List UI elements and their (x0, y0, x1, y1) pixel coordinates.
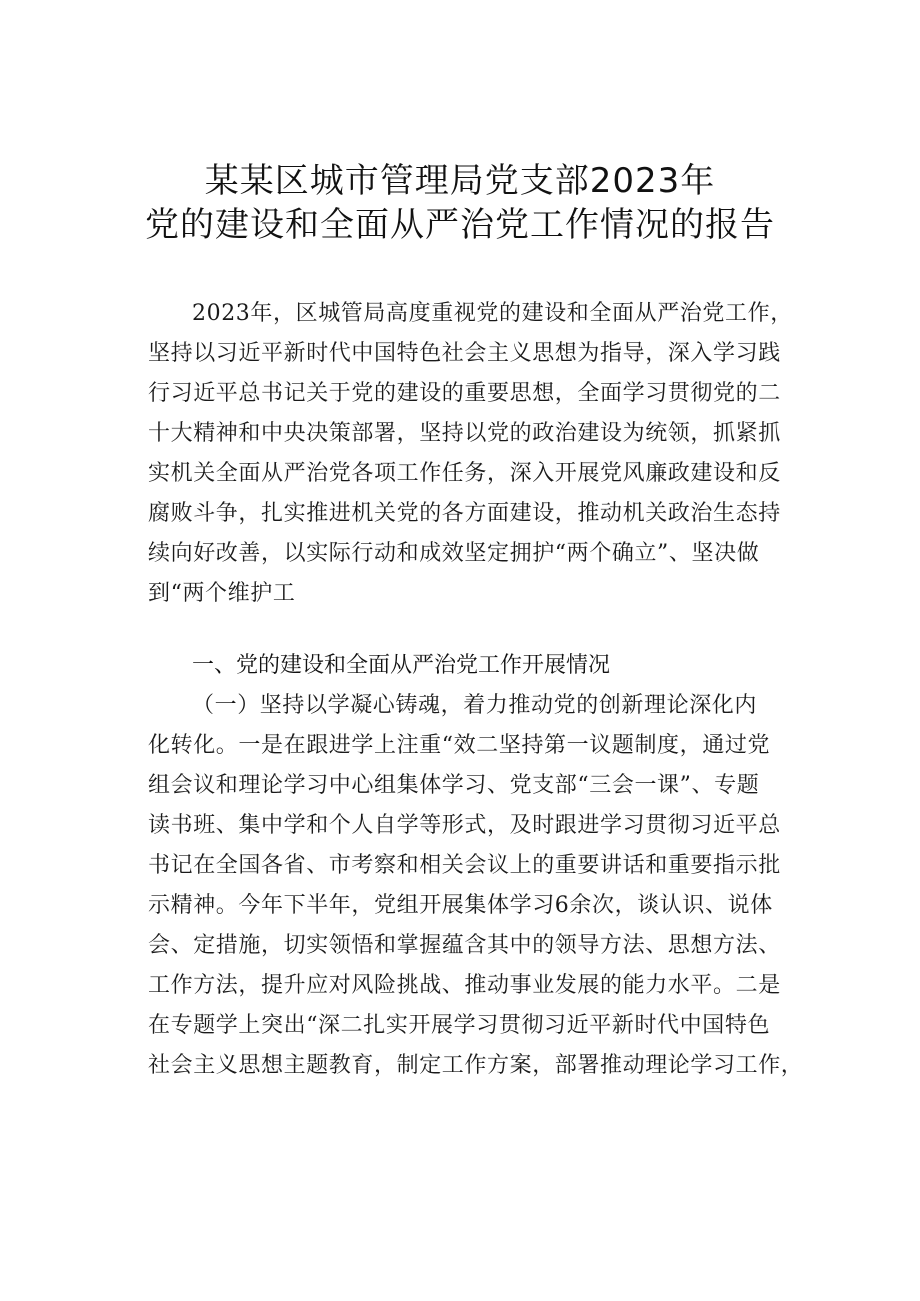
paragraph-line: 到“两个维护工 (148, 581, 296, 606)
intro-paragraph (148, 294, 803, 614)
report-title-line-1: 某某区城市管理局党支部2023年 (204, 161, 716, 201)
paragraph-line: （一）坚持以学凝心铸魂，着力推动党的创新理论深化内 (192, 693, 758, 718)
section-heading: 一、党的建设和全面从严治党工作开展情况 (192, 653, 611, 678)
paragraph-line: 组会议和理论学习中心组集体学习、党支部“三会一课”、专题 (148, 773, 760, 798)
paragraph-line: 2023年，区城管局高度重视党的建设和全面从严治党工作， (192, 301, 793, 326)
paragraph-line: 在专题学上突出“深二扎实开展学习贯彻习近平新时代中国特色 (148, 1013, 771, 1038)
paragraph-line: 化转化。一是在跟进学上注重“效二坚持第一议题制度，通过党 (148, 733, 771, 758)
paragraph-line: 会、定措施，切实领悟和掌握蕴含其中的领导方法、思想方法、 (148, 933, 781, 958)
body-paragraph (148, 686, 803, 1086)
paragraph-line: 书记在全国各省、市考察和相关会议上的重要讲话和重要指示批 (148, 853, 781, 878)
paragraph-line: 读书班、集中学和个人自学等形式，及时跟进学习贯彻习近平总 (148, 813, 781, 838)
paragraph-line: 实机关全面从严治党各项工作任务，深入开展党风廉政建设和反 (148, 461, 781, 486)
paragraph-line: 工作方法，提升应对风险挑战、推动事业发展的能力水平。二是 (148, 973, 781, 998)
report-title-line-2: 党的建设和全面从严治党工作情况的报告 (145, 205, 775, 245)
paragraph-line: 续向好改善，以实际行动和成效坚定拥护“两个确立”、坚决做 (148, 541, 760, 566)
paragraph-line: 示精神。今年下半年，党组开展集体学习6余次，谈认识、说体 (148, 893, 773, 918)
paragraph-line: 行习近平总书记关于党的建设的重要思想，全面学习贯彻党的二 (148, 381, 781, 406)
paragraph-line: 社会主义思想主题教育，制定工作方案，部署推动理论学习工作， (148, 1053, 804, 1078)
paragraph-line: 十大精神和中央决策部署，坚持以党的政治建设为统领，抓紧抓 (148, 421, 781, 446)
paragraph-line: 坚持以习近平新时代中国特色社会主义思想为指导，深入学习践 (148, 341, 781, 366)
paragraph-line: 腐败斗争，扎实推进机关党的各方面建设，推动机关政治生态持 (148, 501, 781, 526)
